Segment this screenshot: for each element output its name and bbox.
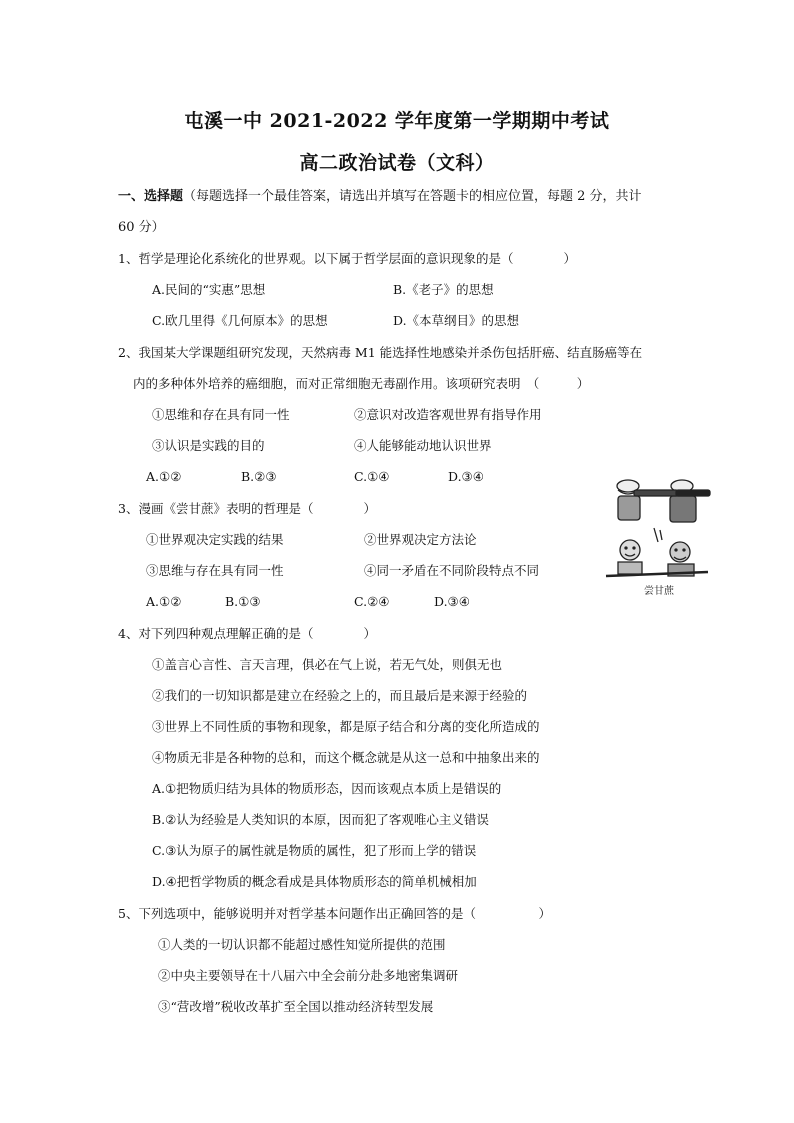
question-4-option-b: B.②认为经验是人类知识的本原，因而犯了客观唯心主义错误: [152, 812, 489, 827]
question-3-statement-4: ④同一矛盾在不同阶段特点不同: [364, 563, 540, 578]
question-2-statement-4: ④人能够能动地认识世界: [354, 438, 492, 453]
question-5-statement-2: ②中央主要领导在十八届六中全会前分赴多地密集调研: [158, 968, 459, 983]
cartoon-caption: 尝甘蔗: [644, 586, 674, 597]
question-2-option-a: A.①②: [146, 469, 182, 484]
question-3-option-a: A.①②: [146, 594, 182, 609]
question-3-statement-3: ③思维与存在具有同一性: [146, 563, 284, 578]
question-4-option-d: D.④把哲学物质的概念看成是具体物质形态的简单机械相加: [152, 874, 477, 889]
question-4-statement-4: ④物质无非是各种物的总和，而这个概念就是从这一总和中抽象出来的: [152, 750, 540, 765]
question-3-option-b: B.①③: [225, 594, 261, 609]
question-2-option-c: C.①④: [354, 469, 390, 484]
question-5-statement-3: ③“营改增”税收改革扩至全国以推动经济转型发展: [158, 999, 434, 1014]
exam-subtitle: 高二政治试卷（文科）: [299, 152, 495, 174]
question-4-option-c: C.③认为原子的属性就是物质的属性，犯了形而上学的错误: [152, 843, 477, 858]
question-3-stem: 3、漫画《尝甘蔗》表明的哲理是（ ）: [118, 501, 376, 516]
question-2-statement-2: ②意识对改造客观世界有指导作用: [354, 407, 542, 422]
question-2-statement-3: ③认识是实践的目的: [152, 438, 265, 453]
question-4-statement-3: ③世界上不同性质的事物和现象，都是原子结合和分离的变化所造成的: [152, 719, 540, 734]
cartoon-tasting-sugarcane: [604, 478, 714, 598]
question-1-option-d: D.《本草纲目》的思想: [393, 313, 520, 328]
question-2-stem: 2、我国某大学课题组研究发现，天然病毒 M1 能选择性地感染并杀伤包括肝癌、结直肠癌等在: [118, 345, 643, 360]
question-1-stem: 1、哲学是理论化系统化的世界观。以下属于哲学层面的意识现象的是（ ）: [118, 251, 576, 266]
question-3-statement-1: ①世界观决定实践的结果: [146, 532, 284, 547]
question-4-option-a: A.①把物质归结为具体的物质形态，因而该观点本质上是错误的: [152, 781, 502, 796]
section-label: 一、选择题: [118, 189, 184, 204]
section-instruction-text: （每题选择一个最佳答案，请选出并填写在答题卡的相应位置，每题 2 分，共计: [183, 189, 642, 204]
exam-title: 屯溪一中 2021-2022 学年度第一学期期中考试: [184, 110, 610, 132]
question-3-statement-2: ②世界观决定方法论: [364, 532, 477, 547]
question-2-stem-cont: 内的多种体外培养的癌细胞，而对正常细胞无毒副作用。该项研究表明 （ ）: [133, 376, 590, 391]
question-4-statement-2: ②我们的一切知识都是建立在经验之上的，而且最后是来源于经验的: [152, 688, 528, 703]
question-3-option-d: D.③④: [434, 594, 470, 609]
question-4-stem: 4、对下列四种观点理解正确的是（ ）: [118, 626, 376, 641]
question-2-statement-1: ①思维和存在具有同一性: [152, 407, 290, 422]
question-3-option-c: C.②④: [354, 594, 390, 609]
question-2-option-d: D.③④: [448, 469, 484, 484]
question-2-option-b: B.②③: [241, 469, 277, 484]
question-5-statement-1: ①人类的一切认识都不能超过感性知觉所提供的范围: [158, 937, 446, 952]
question-1-option-a: A.民间的“实惠”思想: [152, 282, 266, 297]
section-instruction-cont: 60 分）: [118, 220, 165, 235]
question-1-option-c: C.欧几里得《几何原本》的思想: [152, 313, 328, 328]
question-5-stem: 5、下列选项中，能够说明并对哲学基本问题作出正确回答的是（ ）: [118, 906, 551, 921]
section-instruction: [118, 189, 642, 205]
cartoon-illustration: [604, 478, 714, 598]
question-4-statement-1: ①盖言心言性、言天言理，俱必在气上说，若无气处，则俱无也: [152, 657, 503, 672]
question-1-option-b: B.《老子》的思想: [393, 282, 494, 297]
